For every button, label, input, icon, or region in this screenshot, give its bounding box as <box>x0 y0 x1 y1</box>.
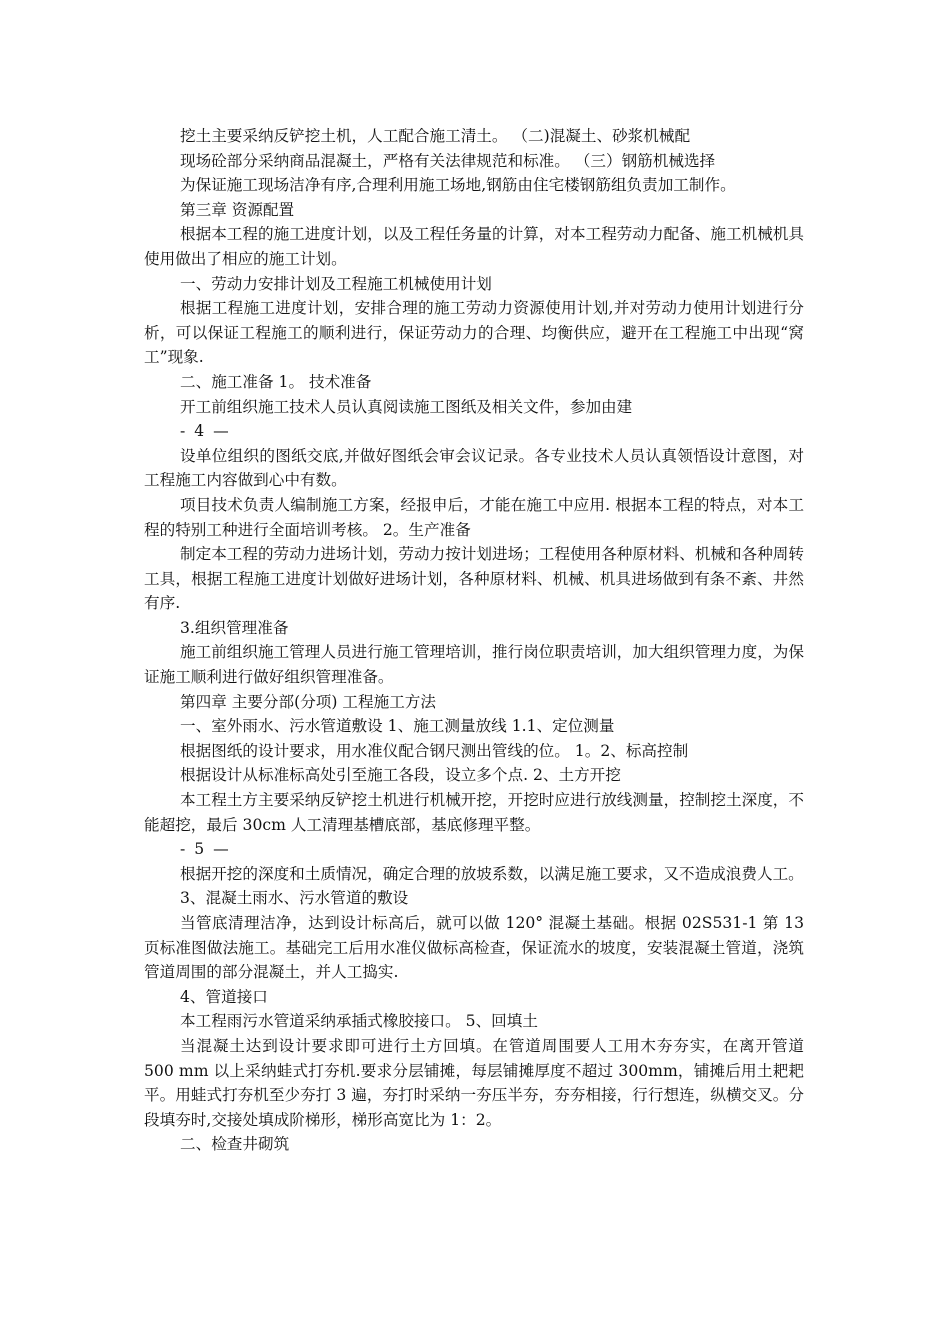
paragraph: 项目技术负责人编制施工方案，经报申后，才能在施工中应用. 根据本工程的特点，对本工程的特别工种进行全面培训考核。 2。生产准备 <box>144 495 804 539</box>
paragraph: 设单位组织的图纸交底,并做好图纸会审会议记录。各专业技术人员认真领悟设计意图，对工程施工内容做到心中有数。 <box>144 446 804 490</box>
page-number: - 5 — <box>180 840 231 859</box>
section-heading: 3.组织管理准备 <box>180 618 289 637</box>
section-heading: 二、检查井砌筑 <box>180 1135 290 1154</box>
paragraph: 当管底清理洁净，达到设计标高后，就可以做 120° 混凝土基础。根据 02S531-1 第 13 页标准图做法施工。基础完工后用水准仪做标高检查，保证流水的坡度，安装混凝土管道，浇筑管道周围的部分混凝土，并人工捣实. <box>144 914 804 982</box>
paragraph: 为保证施工现场洁净有序,合理利用施工场地,钢筋由住宅楼钢筋组负责加工制作。 <box>180 176 736 195</box>
paragraph: 根据设计从标准标高处引至施工各段，设立多个点. 2、土方开挖 <box>180 766 621 785</box>
section-heading: 3、混凝土雨水、污水管道的敷设 <box>180 889 409 908</box>
paragraph: 制定本工程的劳动力进场计划，劳动力按计划进场；工程使用各种原材料、机械和各种周转工具，根据工程施工进度计划做好进场计划，各种原材料、机械、机具进场做到有条不紊、井然有序. <box>144 545 804 613</box>
section-heading: 一、室外雨水、污水管道敷设 1、施工测量放线 1.1、定位测量 <box>180 717 615 736</box>
section-heading: 一、劳动力安排计划及工程施工机械使用计划 <box>180 274 492 293</box>
paragraph: 开工前组织施工技术人员认真阅读施工图纸及相关文件，参加由建 <box>180 397 633 416</box>
paragraph: 本工程雨污水管道采纳承插式橡胶接口。 5、回填土 <box>180 1012 538 1031</box>
paragraph: 挖土主要采纳反铲挖土机，人工配合施工清土。 （二)混凝土、砂浆机械配 <box>180 127 691 145</box>
section-heading: 4、管道接口 <box>180 987 268 1006</box>
paragraph: 现场砼部分采纳商品混凝土，严格有关法律规范和标准。 （三）钢筋机械选择 <box>180 151 716 170</box>
paragraph: 根据工程施工进度计划，安排合理的施工劳动力资源使用计划,并对劳动力使用计划进行分析，可以保证工程施工的顺利进行，保证劳动力的合理、均衡供应，避开在工程施工中出现“窝工”现象. <box>144 299 804 367</box>
paragraph: 根据图纸的设计要求，用水准仪配合钢尺测出管线的位。 1。2、标高控制 <box>180 741 689 760</box>
paragraph: 根据本工程的施工进度计划，以及工程任务量的计算，对本工程劳动力配备、施工机械机具使用做出了相应的施工计划。 <box>144 225 804 268</box>
paragraph: 施工前组织施工管理人员进行施工管理培训，推行岗位职责培训，加大组织管理力度，为保证施工顺利进行做好组织管理准备。 <box>144 643 804 687</box>
document-page <box>144 124 804 1157</box>
chapter-heading: 第三章 资源配置 <box>180 200 295 219</box>
paragraph: 当混凝土达到设计要求即可进行土方回填。在管道周围要人工用木夯夯实，在离开管道 500 mm 以上采纳蛙式打夯机.要求分层铺摊，每层铺摊厚度不超过 300mm，铺摊后用土耙耙平。用蛙式打夯机至少夯打 3 遍，夯打时采纳一夯压半夯，夯夯相接，行行想连，纵横交叉。分段填夯时,交接处填成阶梯形，梯形高宽比为 1：2。 <box>144 1036 804 1129</box>
paragraph: 根据开挖的深度和土质情况，确定合理的放坡系数，以满足施工要求，又不造成浪费人工。 <box>180 864 804 883</box>
page-number: - 4 — <box>180 422 231 441</box>
chapter-heading: 第四章 主要分部(分项) 工程施工方法 <box>180 692 436 711</box>
paragraph: 本工程土方主要采纳反铲挖土机进行机械开挖，开挖时应进行放线测量，控制挖土深度，不能超挖，最后 30cm 人工清理基槽底部，基底修理平整。 <box>144 791 804 834</box>
section-heading: 二、施工准备 1。 技术准备 <box>180 372 372 391</box>
